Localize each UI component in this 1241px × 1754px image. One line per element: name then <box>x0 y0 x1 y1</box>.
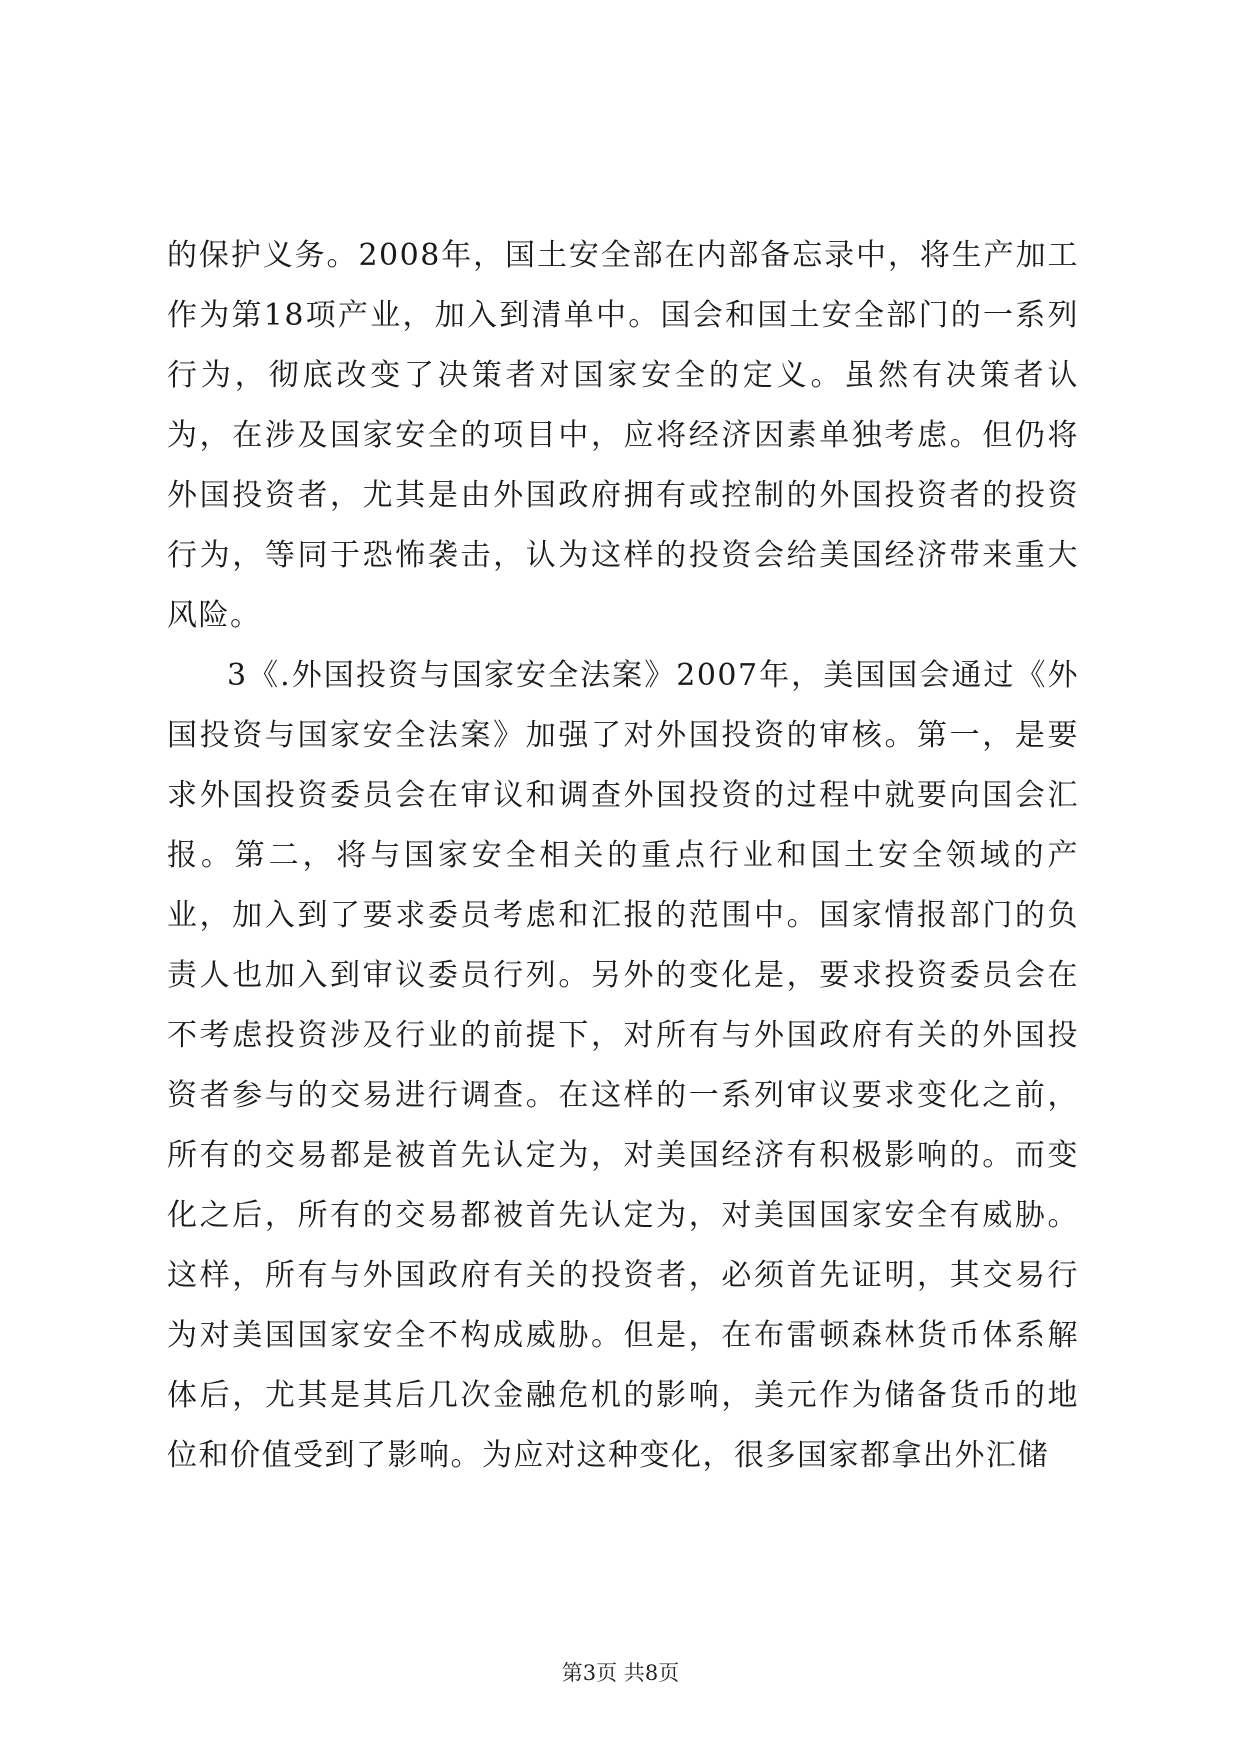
page-number-label: 第3页 共8页 <box>561 1661 680 1685</box>
paragraph-continuation: 的保护义务。2008年，国土安全部在内部备忘录中，将生产加工作为第18项产业，加入到清单中。国会和国土安全部门的一系列行为，彻底改变了决策者对国家安全的定义。虽然有决策者认为，在涉及国家安全的项目中，应将经济因素单独考虑。但仍将外国投资者，尤其是由外国政府拥有或控制的外国投资者的投资行为，等同于恐怖袭击，认为这样的投资会给美国经济带来重大风险。 <box>167 238 1079 633</box>
paragraph-section-3: 3《.外国投资与国家安全法案》2007年，美国国会通过《外国投资与国家安全法案》加强了对外国投资的审核。第一，是要求外国投资委员会在审议和调查外国投资的过程中就要向国会汇报。第二，将与国家安全相关的重点行业和国土安全领域的产业，加入到了要求委员考虑和汇报的范围中。国家情报部门的负责人也加入到审议委员行列。另外的变化是，要求投资委员会在不考虑投资涉及行业的前提下，对所有与外国政府有关的外国投资者参与的交易进行调查。在这样的一系列审议要求变化之前，所有的交易都是被首先认定为，对美国经济有积极影响的。而变化之后，所有的交易都被首先认定为，对美国国家安全有威胁。这样，所有与外国政府有关的投资者，必须首先证明，其交易行为对美国国家安全不构成威胁。但是，在布雷顿森林货币体系解体后，尤其是其后几次金融危机的影响，美元作为储备货币的地位和价值受到了影响。为应对这种变化，很多国家都拿出外汇储 <box>167 658 1079 1473</box>
document-body <box>167 226 1079 1486</box>
page-footer <box>0 1658 1241 1688</box>
